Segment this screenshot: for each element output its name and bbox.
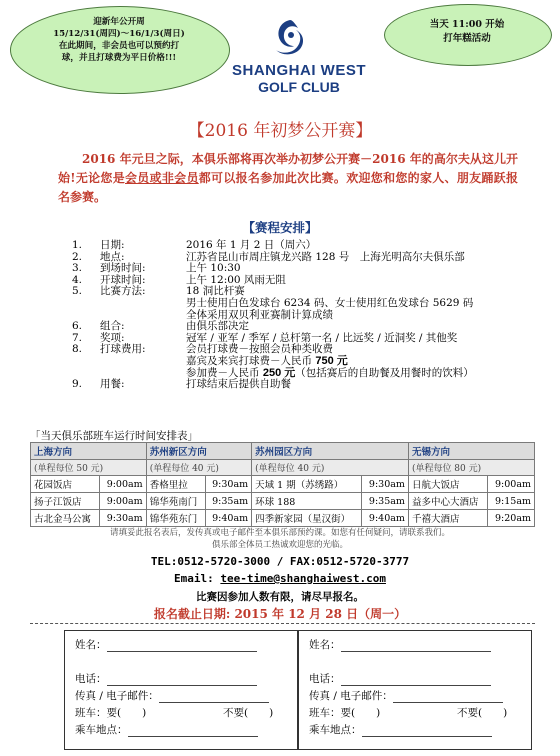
form-fax-email-label: 传真 / 电子邮件： bbox=[75, 690, 159, 702]
schedule-label: 地点: bbox=[100, 250, 125, 263]
schedule-num: 7. bbox=[72, 331, 83, 344]
bus-stop: 千禧大酒店 bbox=[408, 510, 487, 527]
form-phone-input[interactable] bbox=[341, 685, 491, 686]
schedule-item bbox=[72, 240, 532, 252]
schedule-value: 上午 12:00 风雨无阻 bbox=[186, 273, 286, 286]
bus-time: 9:35am bbox=[205, 493, 252, 510]
bus-table-caption: 「当天俱乐部班车运行时间安排表」 bbox=[30, 430, 198, 442]
schedule-item bbox=[72, 321, 532, 333]
schedule-value: 2016 年 1 月 2 日（周六） bbox=[186, 239, 317, 251]
cut-line-divider bbox=[30, 623, 535, 624]
event-notice-activity: 打年糕活动 bbox=[443, 33, 491, 44]
form-bus-need-option[interactable]: 班车：要( ) bbox=[309, 707, 381, 719]
registration-note-2: 俱乐部全体员工热诚欢迎您的光临。 bbox=[211, 540, 348, 550]
intro-text-1: 2016 年元旦之际，本俱乐部将再次举办初梦公开赛－2016 年的高尔夫从这儿开始!无论您是 bbox=[58, 152, 518, 185]
bus-fare: (单程每位 40 元) bbox=[252, 460, 409, 476]
contact-email-label: Email: bbox=[174, 572, 221, 585]
schedule-num: 3. bbox=[72, 262, 83, 275]
form-pickup-input[interactable] bbox=[128, 736, 258, 737]
form-bus-no-option[interactable]: 不要( ) bbox=[223, 707, 274, 719]
bus-header-shanghai: 上海方向 bbox=[31, 443, 147, 460]
registration-note bbox=[0, 527, 560, 551]
schedule-num: 6. bbox=[72, 320, 83, 333]
bus-time: 9:40am bbox=[362, 510, 409, 527]
form-name-label: 姓名： bbox=[75, 639, 107, 651]
form-phone-row bbox=[309, 671, 491, 686]
schedule-label: 用餐: bbox=[100, 378, 125, 391]
bus-stop: 天域 1 期（苏绣路） bbox=[252, 476, 362, 493]
form-name-label: 姓名： bbox=[309, 639, 341, 651]
bus-header-suzhou-new: 苏州新区方向 bbox=[146, 443, 251, 460]
bus-stop: 香格里拉 bbox=[146, 476, 205, 493]
bus-stop: 扬子江饭店 bbox=[31, 493, 100, 510]
schedule-num: 4. bbox=[72, 273, 83, 286]
fee-guest-label: 嘉宾及来宾打球费－人民币 bbox=[186, 354, 316, 367]
bus-stop: 古北金马公寓 bbox=[31, 510, 100, 527]
contact-email-line bbox=[0, 572, 560, 585]
new-year-notice-title: 迎新年公开周 bbox=[93, 17, 145, 27]
bus-stop: 四季新家园（星汉街） bbox=[252, 510, 362, 527]
bus-time: 9:00am bbox=[488, 476, 535, 493]
club-logo-name: SHANGHAI WEST bbox=[232, 62, 366, 79]
form-fax-email-input[interactable] bbox=[159, 702, 269, 703]
bus-stop: 益多中心大酒店 bbox=[408, 493, 487, 510]
form-fax-email-label: 传真 / 电子邮件： bbox=[309, 690, 393, 702]
form-phone-input[interactable] bbox=[107, 685, 257, 686]
schedule-value: 会员打球费－按照会员种类收费 bbox=[186, 343, 333, 356]
form-bus-row bbox=[75, 705, 291, 720]
bus-header-wuxi: 无锡方向 bbox=[408, 443, 534, 460]
schedule-value: 冠军 / 亚军 / 季军 / 总杆第一名 / 比远奖 / 近洞奖 / 其他奖 bbox=[186, 331, 458, 344]
schedule-num: 8. bbox=[72, 343, 83, 356]
schedule-label: 奖项: bbox=[100, 331, 125, 344]
intro-text-2: 都可以报名参加此次比赛。欢迎您和您的家人、朋友踊跃报名参赛。 bbox=[58, 171, 518, 204]
schedule-label: 开球时间: bbox=[100, 273, 146, 286]
bus-fare-row bbox=[31, 460, 535, 476]
form-pickup-row bbox=[309, 722, 492, 737]
schedule-value: 江苏省昆山市周庄镇龙兴路 128 号 上海光明高尔夫俱乐部 bbox=[186, 250, 465, 263]
fee-guest-amount: 750 元 bbox=[315, 354, 348, 367]
schedule-label: 组合: bbox=[100, 320, 125, 333]
method-detail-2: 全体采用双贝利亚赛制计算成绩 bbox=[186, 308, 333, 321]
form-phone-label: 电话： bbox=[75, 673, 107, 685]
schedule-heading: 【赛程安排】 bbox=[242, 220, 318, 235]
club-logo-subname: GOLF CLUB bbox=[258, 79, 340, 95]
schedule-label: 比赛方法: bbox=[100, 285, 146, 298]
registration-note-1: 请填妥此报名表后，发传真或电子邮件至本俱乐部预约课。如您有任何疑问，请联系我们。 bbox=[109, 528, 450, 538]
bus-time: 9:15am bbox=[488, 493, 535, 510]
form-bus-row bbox=[309, 705, 525, 720]
schedule-num: 2. bbox=[72, 250, 83, 263]
form-phone-label: 电话： bbox=[309, 673, 341, 685]
bus-time: 9:00am bbox=[100, 476, 147, 493]
fee-meal-label: 参加费－人民币 bbox=[186, 366, 263, 379]
deadline-label: 报名截止日期: bbox=[153, 607, 235, 621]
schedule-label: 日期: bbox=[100, 239, 125, 251]
bus-time: 9:30am bbox=[100, 510, 147, 527]
registration-deadline bbox=[0, 605, 560, 622]
registration-form-right bbox=[298, 630, 532, 750]
deadline-date: 2015 年 12 月 28 日（周一） bbox=[234, 607, 407, 621]
bus-stop: 日航大饭店 bbox=[408, 476, 487, 493]
table-row bbox=[31, 493, 535, 510]
registration-form-left bbox=[64, 630, 298, 750]
bus-stop: 花园饭店 bbox=[31, 476, 100, 493]
new-year-notice-dates: 15/12/31(周四)～16/1/3(周日) bbox=[53, 29, 185, 39]
schedule-item bbox=[72, 379, 532, 391]
contact-phone-fax: TEL:0512-5720-3000 / FAX:0512-5720-3777 bbox=[150, 555, 410, 568]
schedule-value: 18 洞比杆赛 bbox=[186, 285, 245, 298]
form-pickup-label: 乘车地点： bbox=[309, 724, 362, 736]
bus-stop: 环球 188 bbox=[252, 493, 362, 510]
schedule-label: 到场时间: bbox=[100, 262, 146, 275]
event-notice-text bbox=[392, 18, 542, 46]
bus-time: 9:30am bbox=[362, 476, 409, 493]
event-notice-time: 当天 11:00 开始 bbox=[429, 19, 505, 30]
schedule-value: 打球结束后提供自助餐 bbox=[186, 378, 291, 391]
table-row bbox=[31, 476, 535, 493]
bus-time: 9:35am bbox=[362, 493, 409, 510]
bus-fare: (单程每位 50 元) bbox=[31, 460, 147, 476]
schedule-item bbox=[72, 298, 532, 310]
form-bus-no-option[interactable]: 不要( ) bbox=[457, 707, 508, 719]
schedule-num: 5. bbox=[72, 285, 83, 298]
schedule-num: 9. bbox=[72, 378, 83, 391]
form-name-input[interactable] bbox=[107, 651, 257, 652]
bus-fare: (单程每位 80 元) bbox=[408, 460, 534, 476]
table-row bbox=[31, 510, 535, 527]
schedule-item bbox=[72, 310, 532, 322]
form-name-row bbox=[75, 637, 257, 652]
bus-schedule-table bbox=[30, 442, 535, 527]
form-fax-email-row bbox=[309, 688, 503, 703]
form-name-input[interactable] bbox=[341, 651, 491, 652]
schedule-value: 由俱乐部决定 bbox=[186, 320, 249, 333]
intro-member-highlight: 会员或非会员 bbox=[125, 171, 199, 185]
bus-header-suzhou-park: 苏州园区方向 bbox=[252, 443, 409, 460]
method-detail-1: 男士使用白色发球台 6234 码、女士使用红色发球台 5629 码 bbox=[186, 296, 474, 309]
limited-spots-note: 比赛因参加人数有限，请尽早报名。 bbox=[196, 591, 364, 603]
bus-time: 9:40am bbox=[205, 510, 252, 527]
new-year-notice-text bbox=[16, 16, 222, 64]
schedule-list bbox=[72, 240, 532, 391]
fee-meal-note: （包括赛后的自助餐及用餐时的饮料） bbox=[295, 366, 474, 379]
bus-fare: (单程每位 40 元) bbox=[146, 460, 251, 476]
form-pickup-label: 乘车地点： bbox=[75, 724, 128, 736]
form-pickup-row bbox=[75, 722, 258, 737]
bus-time: 9:00am bbox=[100, 493, 147, 510]
bus-time: 9:30am bbox=[205, 476, 252, 493]
bus-time: 9:20am bbox=[488, 510, 535, 527]
form-fax-email-input[interactable] bbox=[393, 702, 503, 703]
new-year-notice-body-1: 在此期间，非会员也可以预约打 bbox=[58, 41, 180, 51]
page-title: 【2016 年初梦公开赛】 bbox=[187, 121, 373, 141]
bus-stop: 锦华苑东门 bbox=[146, 510, 205, 527]
schedule-value: 上午 10:30 bbox=[186, 262, 241, 275]
schedule-label: 打球费用: bbox=[100, 343, 146, 356]
bus-header-row bbox=[31, 443, 535, 460]
contact-email-link[interactable]: tee-time@shanghaiwest.com bbox=[220, 572, 386, 585]
form-fax-email-row bbox=[75, 688, 269, 703]
club-logo-icon bbox=[268, 16, 312, 58]
form-name-row bbox=[309, 637, 491, 652]
form-bus-need-option[interactable]: 班车：要( ) bbox=[75, 707, 147, 719]
form-phone-row bbox=[75, 671, 257, 686]
schedule-num: 1. bbox=[72, 239, 83, 251]
bus-stop: 锦华苑南门 bbox=[146, 493, 205, 510]
fee-meal-row bbox=[72, 368, 532, 380]
new-year-notice-body-2: 球，并且打球费为平日价格!!! bbox=[61, 53, 177, 63]
fee-meal-amount: 250 元 bbox=[262, 366, 296, 379]
form-pickup-input[interactable] bbox=[362, 736, 492, 737]
intro-paragraph bbox=[58, 150, 518, 207]
